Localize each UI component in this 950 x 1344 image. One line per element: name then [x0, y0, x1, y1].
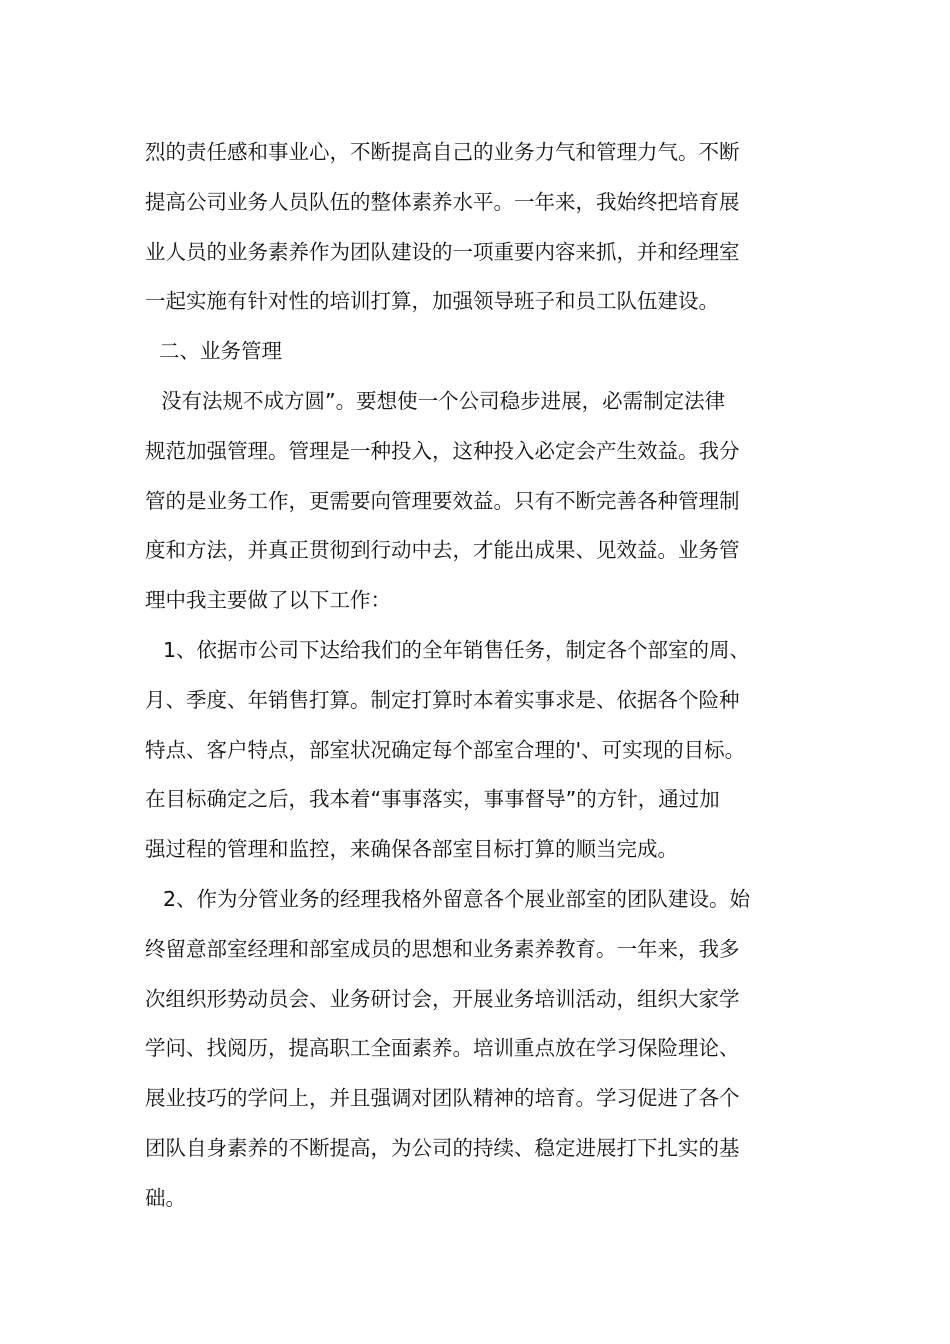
body-line: 强过程的管理和监控，来确保各部室目标打算的顺当完成。: [145, 837, 678, 862]
body-line: 终留意部室经理和部室成员的思想和业务素养教育。一年来，我多: [145, 936, 740, 961]
list-item-line: 2、作为分管业务的经理我格外留意各个展业部室的团队建设。始: [163, 886, 751, 911]
body-line: 一起实施有针对性的培训打算，加强领导班子和员工队伍建设。: [145, 289, 719, 314]
body-line: 理中我主要做了以下工作：: [145, 588, 391, 613]
body-line: 础。: [145, 1185, 186, 1210]
body-line: 团队自身素养的不断提高，为公司的持续、稳定进展打下扎实的基: [145, 1135, 740, 1160]
body-line: 特点、客户特点，部室状况确定每个部室合理的'、可实现的目标。: [145, 737, 746, 762]
body-line: 规范加强管理。管理是一种投入，这种投入必定会产生效益。我分: [145, 438, 740, 463]
body-line: 在目标确定之后，我本着“事事落实，事事督导”的方针，通过加: [145, 787, 720, 812]
body-line: 没有法规不成方圆”。要想使一个公司稳步进展，必需制定法律: [161, 388, 726, 413]
body-line: 提高公司业务人员队伍的整体素养水平。一年来，我始终把培育展: [145, 189, 740, 214]
body-line: 管的是业务工作，更需要向管理要效益。只有不断完善各种管理制: [145, 488, 740, 513]
body-line: 烈的责任感和事业心，不断提高自己的业务力气和管理力气。不断: [145, 140, 740, 164]
body-line: 展业技巧的学问上，并且强调对团队精神的培育。学习促进了各个: [145, 1086, 740, 1111]
body-line: 月、季度、年销售打算。制定打算时本着实事求是、依据各个险种: [145, 687, 740, 712]
body-line: 学问、找阅历，提高职工全面素养。培训重点放在学习保险理论、: [145, 1036, 740, 1061]
body-line: 次组织形势动员会、业务研讨会，开展业务培训活动，组织大家学: [145, 986, 740, 1011]
document-body: [145, 128, 809, 1224]
section-heading: 二、业务管理: [159, 339, 282, 364]
body-line: 业人员的业务素养作为团队建设的一项重要内容来抓，并和经理室: [145, 239, 740, 264]
list-item-line: 1、依据市公司下达给我们的全年销售任务，制定各个部室的周、: [163, 637, 751, 662]
body-line: 度和方法，并真正贯彻到行动中去，才能出成果、见效益。业务管: [145, 538, 740, 563]
